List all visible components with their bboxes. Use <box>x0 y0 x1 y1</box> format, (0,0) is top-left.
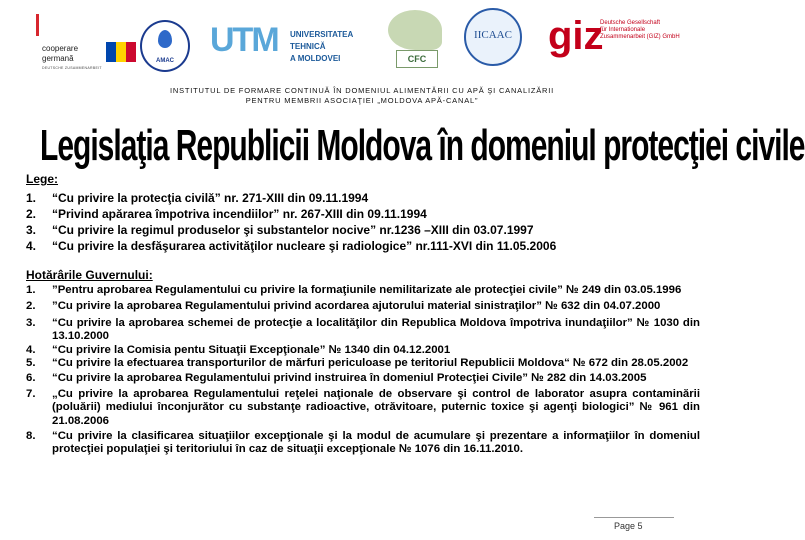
hotariri-list <box>26 284 700 457</box>
institute-header <box>140 86 584 106</box>
page-number: Page 5 <box>614 521 643 531</box>
utm-logo <box>210 20 370 63</box>
giz-logo-mark: giz <box>548 14 604 58</box>
cooperare-germana-logo <box>36 14 116 76</box>
list-item: 7. „Cu privire la aprobarea Regulamentului reţelei naţionale de observare şi control de laborator asupra contaminării (poluării) mediului înconjurător cu substanţe radioactive, otrăvitoare, puternic toxice şi agenţi biologici” № 961 din 21.08.2006 <box>26 387 700 427</box>
list-item: 1. ”Pentru aprobarea Regulamentului cu privire la formaţiunile nemilitarizate ale protecţiei civile” № 249 din 03.05.1996 <box>26 284 682 296</box>
list-item: 1. “Cu privire la protecţia civilă” nr. 271-XIII din 09.11.1994 <box>26 191 369 205</box>
iicaac-logo <box>464 8 522 66</box>
cfc-logo-text: CFC <box>396 50 438 68</box>
list-item: 4. “Cu privire la desfăşurarea activităţilor nucleare şi radiologice” nr.111-XVI din 11.05.2006 <box>26 239 557 253</box>
utm-logo-mark: UTM <box>210 21 278 59</box>
moldova-flag-icon <box>106 42 136 62</box>
giz-logo <box>548 14 698 74</box>
giz-logo-text: Deutsche Gesellschaft für Internationale Zusammenarbeit (GIZ) GmbH <box>600 20 680 40</box>
list-item: 2. ”Cu privire la aprobarea Regulamentului privind acordarea ajutorului material sinistraţilor” № 632 din 04.07.2000 <box>26 300 661 313</box>
coop-accent <box>36 14 39 36</box>
iicaac-logo-text: IICAAC <box>474 29 512 41</box>
leaf-icon <box>388 10 442 50</box>
list-item: 6. “Cu privire la aprobarea Regulamentului privind instruirea în domeniul Protecţiei Civile” № 282 din 14.03.2005 <box>26 372 647 385</box>
utm-logo-text: UNIVERSITATEA TEHNICĂ A MOLDOVEI <box>290 30 353 63</box>
hotariri-heading: Hotărârile Guvernului: <box>26 268 153 282</box>
amac-logo-text: AMAC <box>156 58 174 64</box>
list-item: 4. “Cu privire la Comisia pentu Situaţii Excepţionale” № 1340 din 04.12.2001 <box>26 343 451 356</box>
footer-divider <box>594 517 674 518</box>
list-item: 2. “Privind apărarea împotriva incendiilor” nr. 267-XIII din 09.11.1994 <box>26 207 427 221</box>
cfc-logo <box>386 8 446 70</box>
list-item: 8. “Cu privire la clasificarea situaţiilor excepţionale şi la modul de acumulare şi prezentare a informaţiilor în domeniul protecţiei populaţiei şi teritoriului în caz de situaţii excepţionale № 1076 din 16.11.2010. <box>26 430 700 456</box>
coop-logo-text: cooperare germană <box>42 44 79 63</box>
institute-line-1: INSTITUTUL DE FORMARE CONTINUĂ ÎN DOMENIUL ALIMENTĂRII CU APĂ ŞI CANALIZĂRII <box>169 86 555 95</box>
amac-logo <box>140 20 190 72</box>
water-drop-icon <box>158 30 172 48</box>
list-item: 3. “Cu privire la aprobarea schemei de protecţie a localităţilor din Republica Moldova împotriva inundaţiilor” № 1030 din 13.10.2000 <box>26 316 700 343</box>
page-title: Legislaţia Republicii Moldova în domeniul protecţiei civile <box>40 122 805 170</box>
coop-logo-subtitle: DEUTSCHE ZUSAMMENARBEIT <box>42 66 102 70</box>
logo-bar <box>0 0 720 82</box>
institute-line-2: PENTRU MEMBRII ASOCIAŢIEI „MOLDOVA APĂ-CANAL” <box>245 96 479 105</box>
laws-heading: Lege: <box>26 172 59 186</box>
laws-list <box>26 190 706 254</box>
list-item: 5. “Cu privire la efectuarea transporturilor de mărfuri periculoase pe teritoriul Republicii Moldova“ № 672 din 28.05.2002 <box>26 357 689 370</box>
list-item: 3. “Cu privire la regimul produselor şi substantelor nocive” nr.1236 –XIII din 03.07.1997 <box>26 223 534 237</box>
